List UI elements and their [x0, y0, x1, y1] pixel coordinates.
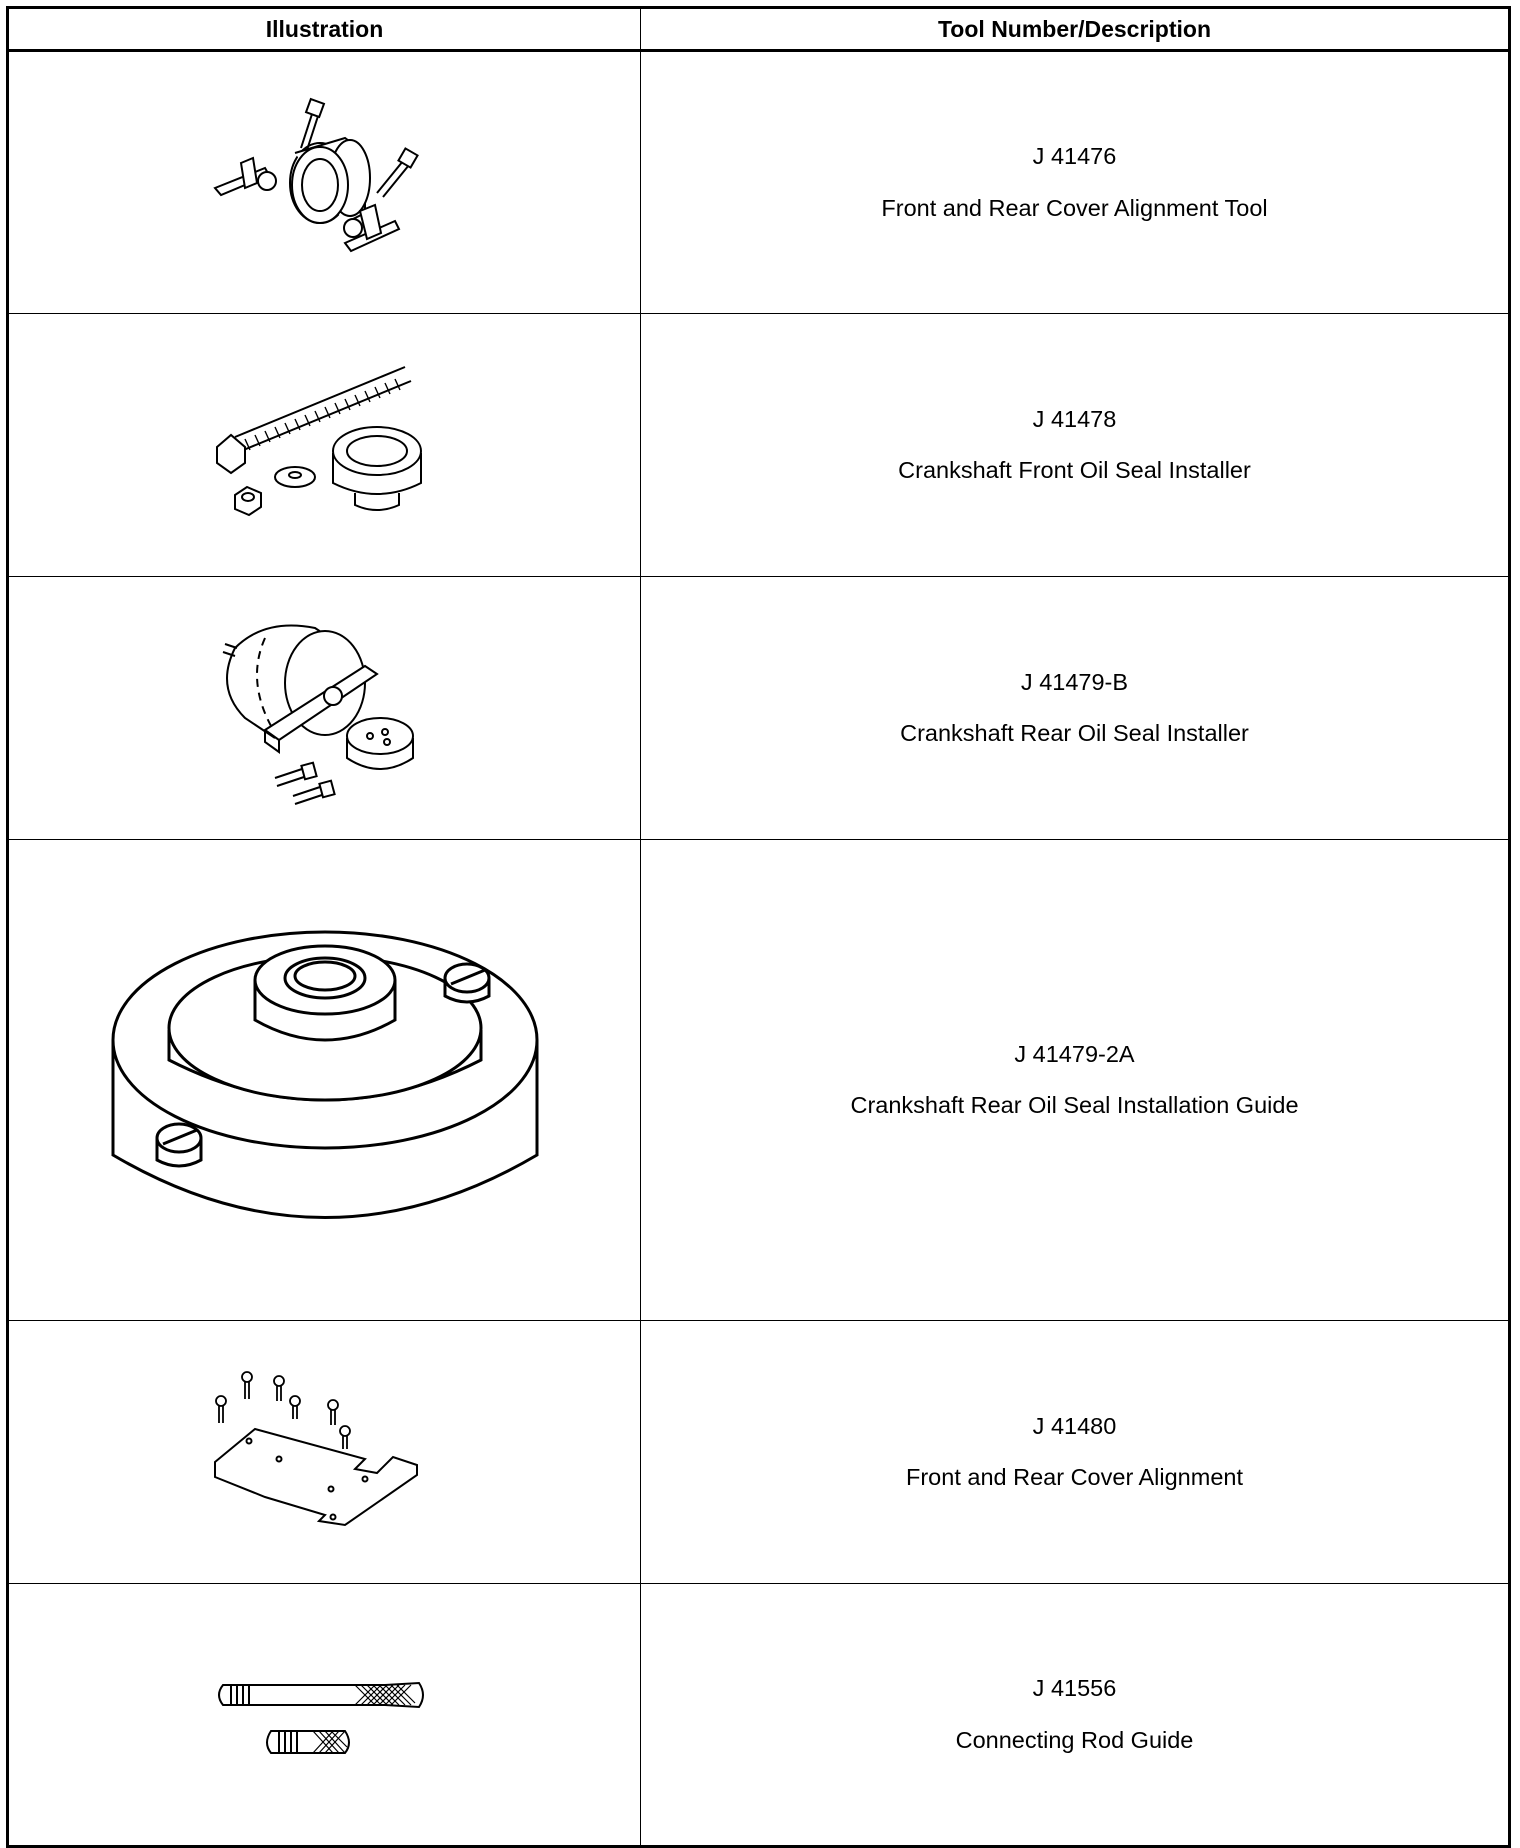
illustration-cell	[8, 1321, 641, 1584]
tool-description-cell	[641, 51, 1510, 314]
table-row	[8, 314, 1510, 577]
table-row	[8, 51, 1510, 314]
illustration-cell	[8, 577, 641, 840]
tool-description-cell	[641, 1321, 1510, 1584]
tool-number: J 41479-2A	[1014, 1040, 1135, 1067]
illustration-cell	[8, 51, 641, 314]
tool-description: Connecting Rod Guide	[955, 1726, 1194, 1753]
table-row	[8, 840, 1510, 1321]
front-seal-installer-illustration	[205, 355, 445, 535]
rear-seal-installer-illustration	[205, 608, 445, 808]
table-row	[8, 1321, 1510, 1584]
tool-number: J 41476	[1032, 143, 1117, 169]
table-row	[8, 1584, 1510, 1847]
special-tools-table	[6, 6, 1511, 1848]
tool-description-cell	[641, 1584, 1510, 1847]
illustration-cell	[8, 314, 641, 577]
illustration-column-header: Illustration	[8, 8, 641, 51]
tool-description: Crankshaft Rear Oil Seal Installation Guide	[850, 1092, 1299, 1118]
tool-description: Crankshaft Front Oil Seal Installer	[898, 457, 1251, 483]
tool-number: J 41478	[1032, 405, 1117, 432]
tool-description: Front and Rear Cover Alignment	[906, 1464, 1243, 1490]
connecting-rod-guide-illustration	[205, 1655, 445, 1775]
illustration-cell	[8, 840, 641, 1321]
tool-number: J 41479-B	[1020, 668, 1129, 695]
tool-column-header: Tool Number/Description	[641, 8, 1510, 51]
tool-description-cell	[641, 314, 1510, 577]
tool-number: J 41480	[1032, 1412, 1117, 1439]
tool-description: Crankshaft Rear Oil Seal Installer	[900, 720, 1249, 746]
tool-number: J 41556	[1032, 1675, 1117, 1701]
cover-alignment-plate-illustration	[205, 1357, 445, 1547]
cover-alignment-tool-illustration	[205, 93, 445, 273]
rear-seal-installation-guide-illustration	[105, 910, 545, 1250]
illustration-cell	[8, 1584, 641, 1847]
table-header-row	[8, 8, 1510, 51]
tool-description-cell	[641, 577, 1510, 840]
tool-description-cell	[641, 840, 1510, 1321]
table-row	[8, 577, 1510, 840]
tool-description: Front and Rear Cover Alignment Tool	[881, 194, 1268, 221]
